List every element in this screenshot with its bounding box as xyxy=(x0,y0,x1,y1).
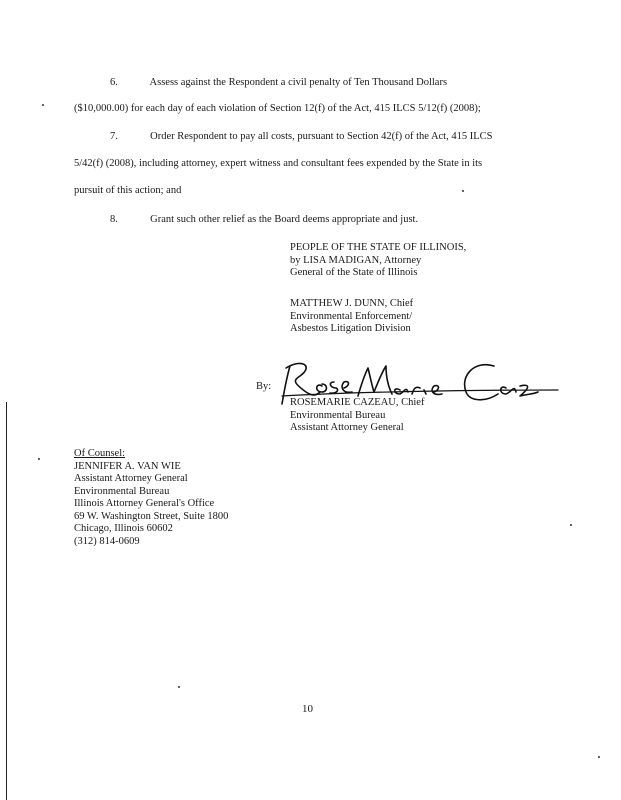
chief-block xyxy=(290,298,413,336)
counsel-line: (312) 814-0609 xyxy=(74,535,140,547)
paragraph-number: 6. xyxy=(110,77,118,88)
people-line: by LISA MADIGAN, Attorney xyxy=(290,254,422,266)
counsel-line: 69 W. Washington Street, Suite 1800 xyxy=(74,510,229,522)
signer-line: Assistant Attorney General xyxy=(290,422,404,433)
counsel-block xyxy=(74,448,228,548)
chief-line: Asbestos Litigation Division xyxy=(290,323,411,334)
paragraph-6-line-2: ($10,000.00) for each day of each violation of Section 12(f) of the Act, 415 ILCS 5/12(f) (2008); xyxy=(74,103,481,114)
signer-line: ROSEMARIE CAZEAU, Chief xyxy=(290,397,425,408)
chief-line: Environmental Enforcement/ xyxy=(290,310,413,322)
counsel-heading: Of Counsel: xyxy=(74,448,126,459)
paragraph-6-line-1 xyxy=(110,76,447,89)
paragraph-text: Grant such other relief as the Board deems appropriate and just. xyxy=(150,214,419,225)
counsel-line: Chicago, Illinois 60602 xyxy=(74,523,173,534)
counsel-line: Illinois Attorney General's Office xyxy=(74,498,215,509)
chief-line: MATTHEW J. DUNN, Chief xyxy=(290,298,414,309)
paragraph-7-line-1 xyxy=(110,130,492,143)
paragraph-number: 7. xyxy=(110,131,118,142)
paragraph-7-line-3: pursuit of this action; and xyxy=(74,185,182,196)
people-block xyxy=(290,242,466,280)
people-line: General of the State of Illinois xyxy=(290,267,418,278)
people-line: PEOPLE OF THE STATE OF ILLINOIS, xyxy=(290,242,467,253)
paragraph-7-line-2: 5/42(f) (2008), including attorney, expert witness and consultant fees expended by the State in its xyxy=(74,158,483,169)
paragraph-number: 8. xyxy=(110,214,118,225)
scan-speck xyxy=(462,190,464,192)
signer-line: Environmental Bureau xyxy=(290,409,386,421)
signer-block xyxy=(290,397,424,435)
scan-speck xyxy=(570,524,572,526)
counsel-line: Assistant Attorney General xyxy=(74,473,188,484)
paragraph-text: Assess against the Respondent a civil penalty of Ten Thousand Dollars xyxy=(149,77,448,88)
counsel-line: JENNIFER A. VAN WIE xyxy=(74,460,181,472)
scan-speck xyxy=(42,104,44,106)
paragraph-text: Order Respondent to pay all costs, pursuant to Section 42(f) of the Act, 415 ILCS xyxy=(150,131,493,142)
page-number: 10 xyxy=(302,703,313,715)
scan-speck xyxy=(38,458,40,460)
scan-speck xyxy=(178,686,180,688)
counsel-line: Environmental Bureau xyxy=(74,485,170,497)
paragraph-8-line-1 xyxy=(110,213,418,226)
by-label: By: xyxy=(256,381,272,392)
scan-speck xyxy=(598,756,600,758)
scan-edge-line xyxy=(6,402,7,800)
